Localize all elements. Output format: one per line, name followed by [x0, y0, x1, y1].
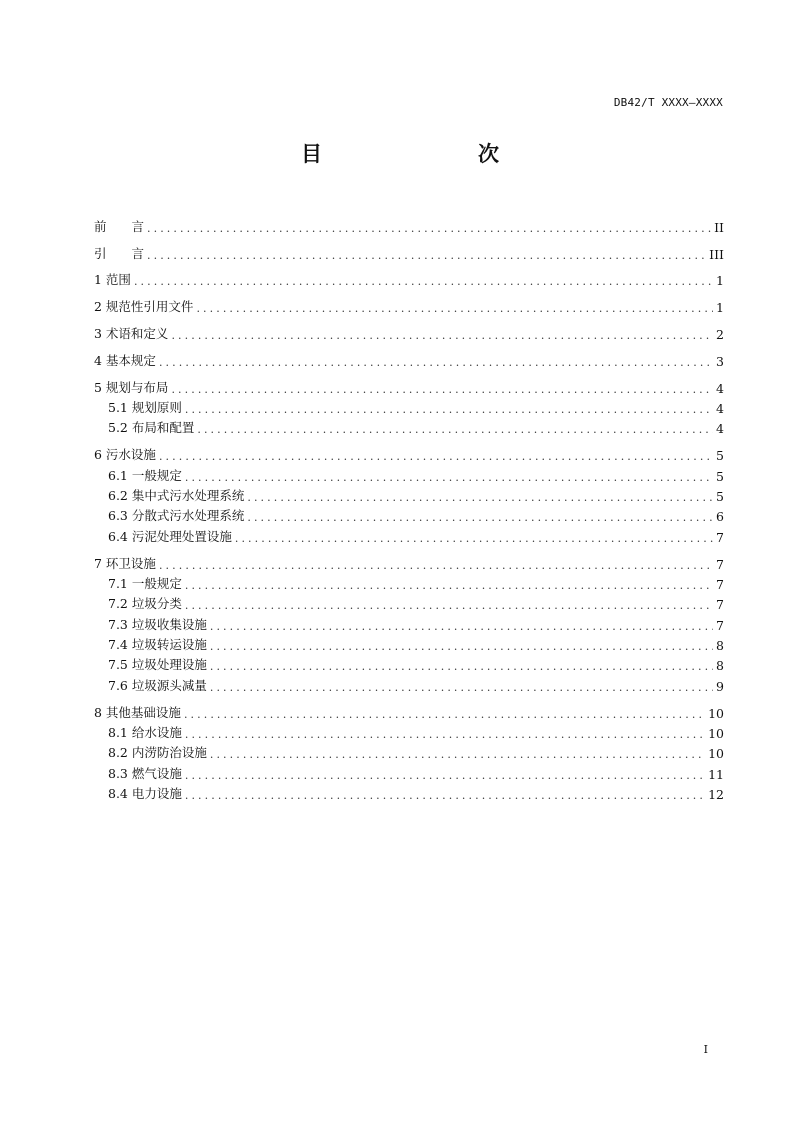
toc-subentry[interactable] — [94, 524, 724, 544]
toc-entry-page: 5 — [716, 468, 724, 484]
toc-entry[interactable] — [94, 208, 724, 235]
dot-leader — [210, 660, 713, 673]
toc-entry-page: 7 — [716, 597, 724, 613]
toc-entry-page: 10 — [708, 726, 724, 742]
toc-entry[interactable] — [94, 369, 724, 396]
toc-entry-label: 8 其他基础设施 — [94, 704, 181, 720]
toc-subentry[interactable] — [94, 396, 724, 416]
toc-subentry[interactable] — [94, 633, 724, 653]
page-title: 目 次 — [301, 142, 537, 166]
toc-entry[interactable] — [94, 545, 724, 572]
toc-entry-page: II — [714, 219, 724, 235]
toc-subentry[interactable] — [94, 612, 724, 632]
dot-leader — [171, 329, 713, 342]
dot-leader — [147, 222, 711, 235]
dot-leader — [185, 728, 705, 741]
dot-leader — [185, 599, 713, 612]
toc-entry[interactable] — [94, 262, 724, 289]
dot-leader — [185, 769, 705, 782]
toc-entry-page: 7 — [716, 529, 724, 545]
toc-entry-label: 6 污水设施 — [94, 447, 156, 463]
toc-entry-page: 2 — [716, 326, 724, 342]
toc-entry[interactable] — [94, 235, 724, 262]
page-number: I — [703, 1043, 708, 1056]
toc-entry-page: 4 — [716, 380, 724, 396]
dot-leader — [134, 275, 713, 288]
toc-entry[interactable] — [94, 694, 724, 721]
toc-subentry[interactable] — [94, 463, 724, 483]
toc-entry-label: 2 规范性引用文件 — [94, 299, 194, 315]
dot-leader — [196, 302, 713, 315]
toc-entry-page: 5 — [716, 448, 724, 464]
toc-entry-label: 7.6 垃圾源头减量 — [108, 677, 207, 693]
toc-entry-label: 7.3 垃圾收集设施 — [108, 616, 207, 632]
toc-entry-page: III — [709, 246, 724, 262]
toc-entry-label: 1 范围 — [94, 272, 131, 288]
toc-subentry[interactable] — [94, 484, 724, 504]
toc-subentry[interactable] — [94, 653, 724, 673]
dot-leader — [197, 423, 713, 436]
toc-entry-label: 5.1 规划原则 — [108, 399, 182, 415]
toc-entry-page: 4 — [716, 421, 724, 437]
toc-entry-label: 8.4 电力设施 — [108, 786, 182, 802]
dot-leader — [185, 789, 705, 802]
dot-leader — [210, 620, 713, 633]
toc-entry-page: 11 — [708, 766, 724, 782]
toc-entry-label: 8.2 内涝防治设施 — [108, 745, 207, 761]
toc-entry-label: 7.5 垃圾处理设施 — [108, 657, 207, 673]
toc-entry-page: 10 — [708, 705, 724, 721]
document-code: DB42/T XXXX—XXXX — [613, 96, 723, 109]
toc-entry-page: 6 — [716, 509, 724, 525]
toc-subentry[interactable] — [94, 504, 724, 524]
dot-leader — [147, 249, 706, 262]
dot-leader — [184, 708, 705, 721]
toc-subentry[interactable] — [94, 592, 724, 612]
toc-entry-label: 4 基本规定 — [94, 352, 156, 368]
toc-subentry[interactable] — [94, 782, 724, 802]
toc-entry-label: 7.2 垃圾分类 — [108, 596, 182, 612]
toc-entry-label: 7.4 垃圾转运设施 — [108, 637, 207, 653]
toc-entry-label: 3 术语和定义 — [94, 325, 169, 341]
toc-subentry[interactable] — [94, 416, 724, 436]
dot-leader — [210, 681, 713, 694]
toc-entry-label: 8.1 给水设施 — [108, 725, 182, 741]
toc-entry-label: 6.3 分散式污水处理系统 — [108, 508, 245, 524]
dot-leader — [185, 403, 713, 416]
toc-entry-label: 5.2 布局和配置 — [108, 420, 195, 436]
toc-entry-page: 7 — [716, 556, 724, 572]
toc-entry-page: 9 — [716, 678, 724, 694]
dot-leader — [247, 511, 713, 524]
toc-entry-label: 前 言 — [94, 218, 145, 234]
toc-entry-label: 6.2 集中式污水处理系统 — [108, 487, 245, 503]
dot-leader — [185, 579, 713, 592]
toc-subentry[interactable] — [94, 673, 724, 693]
toc-entry-label: 7 环卫设施 — [94, 555, 156, 571]
toc-entry-label: 7.1 一般规定 — [108, 575, 182, 591]
toc-entry-page: 1 — [716, 300, 724, 316]
toc-entry-page: 7 — [716, 576, 724, 592]
dot-leader — [185, 471, 713, 484]
toc-entry-page: 10 — [708, 746, 724, 762]
dot-leader — [159, 450, 713, 463]
toc-entry-page: 4 — [716, 400, 724, 416]
toc-entry[interactable] — [94, 436, 724, 463]
toc-entry-page: 8 — [716, 658, 724, 674]
toc-entry-page: 3 — [716, 353, 724, 369]
dot-leader — [159, 559, 713, 572]
dot-leader — [247, 491, 713, 504]
toc-entry-page: 8 — [716, 638, 724, 654]
toc-subentry[interactable] — [94, 572, 724, 592]
toc-entry-page: 12 — [708, 787, 724, 803]
toc-subentry[interactable] — [94, 761, 724, 781]
toc-subentry[interactable] — [94, 721, 724, 741]
toc-entry-label: 6.4 污泥处理处置设施 — [108, 528, 232, 544]
toc-entry[interactable] — [94, 288, 724, 315]
toc-entry-page: 1 — [716, 273, 724, 289]
toc-entry[interactable] — [94, 315, 724, 342]
dot-leader — [210, 640, 713, 653]
toc-entry-page: 5 — [716, 488, 724, 504]
toc-entry-label: 引 言 — [94, 245, 145, 261]
toc-subentry[interactable] — [94, 741, 724, 761]
toc-entry-label: 6.1 一般规定 — [108, 467, 182, 483]
table-of-contents — [94, 208, 724, 802]
dot-leader — [235, 532, 713, 545]
dot-leader — [171, 383, 713, 396]
toc-entry-label: 5 规划与布局 — [94, 379, 169, 395]
dot-leader — [210, 748, 705, 761]
dot-leader — [159, 356, 713, 369]
toc-entry-label: 8.3 燃气设施 — [108, 765, 182, 781]
toc-entry-page: 7 — [716, 617, 724, 633]
toc-entry[interactable] — [94, 342, 724, 369]
